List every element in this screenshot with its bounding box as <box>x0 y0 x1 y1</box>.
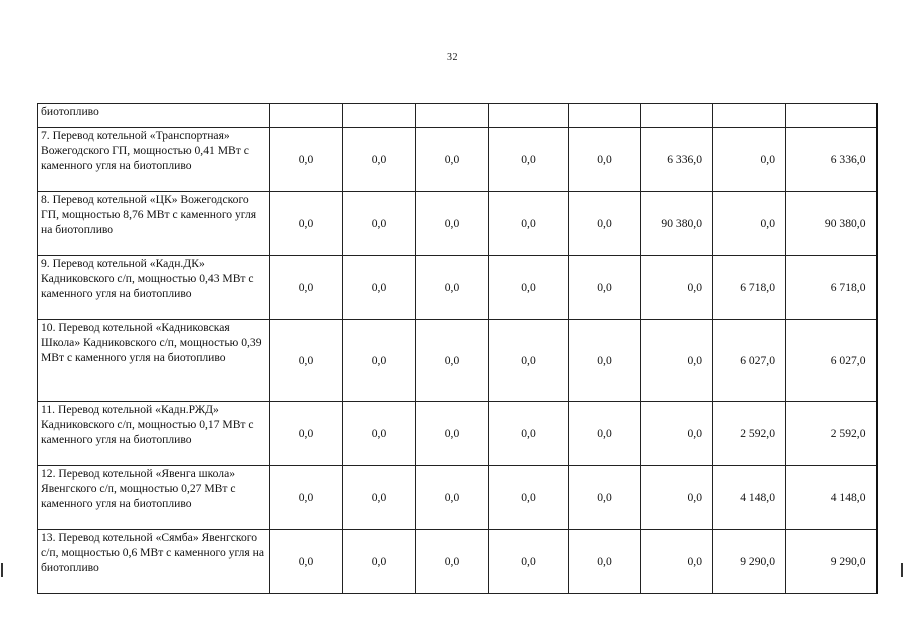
table-row <box>38 466 877 530</box>
value-cell: 0,0 <box>270 256 343 320</box>
row-description: 9. Перевод котельной «Кадн.ДК» Кадниковского с/п, мощностью 0,43 МВт с каменного угля на биотопливо <box>38 256 270 320</box>
page-number: 32 <box>447 52 458 63</box>
value-cell: 4 148,0 <box>786 466 877 530</box>
value-cell: 0,0 <box>569 402 641 466</box>
value-cell: 2 592,0 <box>713 402 786 466</box>
value-cell: 0,0 <box>489 128 569 192</box>
scan-edge-mark-right <box>901 563 903 577</box>
value-cell: 0,0 <box>416 256 489 320</box>
value-cell <box>489 104 569 128</box>
row-description: 7. Перевод котельной «Транспортная» Вожегодского ГП, мощностью 0,41 МВт с каменного угля на биотопливо <box>38 128 270 192</box>
value-cell: 6 718,0 <box>713 256 786 320</box>
value-cell: 0,0 <box>416 466 489 530</box>
value-cell: 0,0 <box>641 530 713 594</box>
value-cell: 0,0 <box>713 192 786 256</box>
value-cell: 90 380,0 <box>786 192 877 256</box>
value-cell: 4 148,0 <box>713 466 786 530</box>
value-cell: 0,0 <box>569 530 641 594</box>
value-cell: 2 592,0 <box>786 402 877 466</box>
value-cell <box>786 104 877 128</box>
table-row <box>38 320 877 402</box>
value-cell: 0,0 <box>343 320 416 402</box>
value-cell <box>569 104 641 128</box>
value-cell: 0,0 <box>343 256 416 320</box>
value-cell: 0,0 <box>270 530 343 594</box>
scan-edge-mark-left <box>1 563 3 577</box>
row-description: биотопливо <box>38 104 270 128</box>
value-cell: 0,0 <box>416 530 489 594</box>
value-cell: 0,0 <box>270 402 343 466</box>
value-cell: 0,0 <box>416 192 489 256</box>
value-cell: 0,0 <box>416 402 489 466</box>
value-cell: 0,0 <box>641 402 713 466</box>
value-cell: 0,0 <box>489 530 569 594</box>
table-row <box>38 256 877 320</box>
value-cell: 0,0 <box>416 320 489 402</box>
value-cell: 90 380,0 <box>641 192 713 256</box>
value-cell: 0,0 <box>489 256 569 320</box>
value-cell: 0,0 <box>270 466 343 530</box>
value-cell: 0,0 <box>713 128 786 192</box>
value-cell: 0,0 <box>489 466 569 530</box>
value-cell: 0,0 <box>343 402 416 466</box>
row-description: 11. Перевод котельной «Кадн.РЖД» Кадниковского с/п, мощностью 0,17 МВт с каменного угля на биотопливо <box>38 402 270 466</box>
value-cell: 0,0 <box>641 256 713 320</box>
value-cell <box>343 104 416 128</box>
value-cell: 6 027,0 <box>713 320 786 402</box>
value-cell: 6 336,0 <box>786 128 877 192</box>
value-cell: 0,0 <box>489 320 569 402</box>
table-row <box>38 402 877 466</box>
value-cell: 0,0 <box>270 320 343 402</box>
value-cell <box>641 104 713 128</box>
value-cell: 6 718,0 <box>786 256 877 320</box>
value-cell: 6 027,0 <box>786 320 877 402</box>
value-cell: 0,0 <box>489 402 569 466</box>
value-cell: 0,0 <box>489 192 569 256</box>
table-body <box>38 104 877 594</box>
budget-table <box>37 103 878 594</box>
value-cell: 6 336,0 <box>641 128 713 192</box>
value-cell: 0,0 <box>569 256 641 320</box>
row-description: 13. Перевод котельной «Сямба» Явенгского с/п, мощностью 0,6 МВт с каменного угля на биотопливо <box>38 530 270 594</box>
value-cell: 0,0 <box>641 466 713 530</box>
value-cell: 0,0 <box>343 192 416 256</box>
value-cell: 0,0 <box>569 320 641 402</box>
value-cell: 0,0 <box>270 192 343 256</box>
row-description: 8. Перевод котельной «ЦК» Вожегодского ГП, мощностью 8,76 МВт с каменного угля на биотопливо <box>38 192 270 256</box>
value-cell: 0,0 <box>569 466 641 530</box>
value-cell: 0,0 <box>343 128 416 192</box>
value-cell: 9 290,0 <box>786 530 877 594</box>
value-cell: 0,0 <box>343 530 416 594</box>
value-cell: 0,0 <box>641 320 713 402</box>
value-cell <box>416 104 489 128</box>
value-cell: 0,0 <box>416 128 489 192</box>
table-row <box>38 530 877 594</box>
table-row <box>38 192 877 256</box>
value-cell <box>713 104 786 128</box>
value-cell <box>270 104 343 128</box>
table-row <box>38 128 877 192</box>
value-cell: 0,0 <box>343 466 416 530</box>
value-cell: 0,0 <box>569 128 641 192</box>
table-row <box>38 104 877 128</box>
value-cell: 9 290,0 <box>713 530 786 594</box>
row-description: 12. Перевод котельной «Явенга школа» Явенгского с/п, мощностью 0,27 МВт с каменного угля на биотопливо <box>38 466 270 530</box>
value-cell: 0,0 <box>569 192 641 256</box>
value-cell: 0,0 <box>270 128 343 192</box>
row-description: 10. Перевод котельной «Кадниковская Школа» Кадниковского с/п, мощностью 0,39 МВт с каменного угля на биотопливо <box>38 320 270 402</box>
